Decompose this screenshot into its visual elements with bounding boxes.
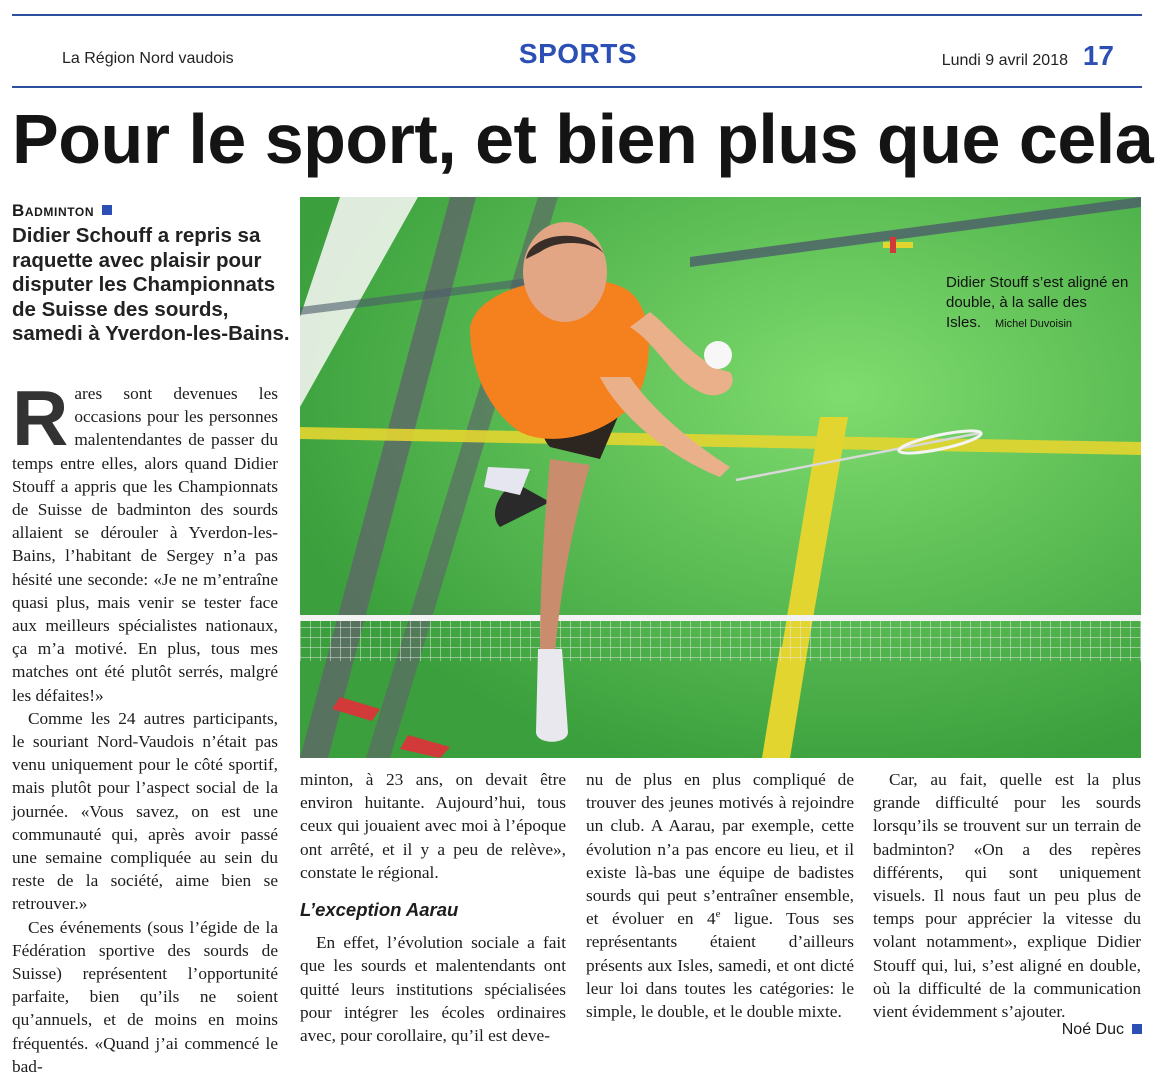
ordinal-superscript: e	[715, 908, 721, 921]
paragraph-4-continued	[586, 768, 854, 1023]
section-title: SPORTS	[518, 38, 638, 69]
header-rule	[12, 86, 1142, 88]
column-2	[300, 768, 566, 1047]
drop-cap: R	[12, 374, 69, 462]
headline: Pour le sport, et bien plus que cela	[12, 100, 1154, 178]
paragraph-3: Ces événements (sous l’égide de la Fédération sportive des sourds de Suisse) représentent l’opportunité parfaite, bien qu’ils ne soient qu’annuels, et de moins en moins fréquentés. «Quand j’ai commencé le bad-	[12, 917, 278, 1076]
subheading: L’exception Aarau	[300, 899, 459, 921]
caption-text: Didier Stouff s’est aligné en double, à la salle des Isles.	[946, 274, 1129, 331]
photo-caption	[946, 273, 1136, 334]
paragraph-4-text-b: ligue. Tous ses représentants étaient d’ailleurs présents aux Isles, samedi, et ont dicté leur loi dans toutes les catégories: le simple, le double, et le double mixte.	[586, 909, 854, 1022]
end-square-icon	[1132, 1024, 1142, 1034]
photo-credit: Michel Duvoisin	[995, 318, 1073, 330]
paragraph-1	[12, 374, 278, 707]
author-name: Noé Duc	[1061, 1021, 1124, 1038]
page-number: 17	[1082, 40, 1114, 71]
column-4	[873, 768, 1141, 1023]
author-signature	[1062, 1021, 1142, 1039]
paragraph-3-continued: minton, à 23 ans, on devait être environ huitante. Aujourd’hui, tous ceux qui jouaient avec moi à l’époque ont arrêté, et il y a peu de relève», constate le régional.	[300, 770, 566, 882]
top-rule	[12, 14, 1142, 16]
newspaper-name: La Région Nord vaudois	[62, 50, 234, 67]
paragraph-2: Comme les 24 autres participants, le souriant Nord-Vaudois n’était pas venu uniquement pour le côté sportif, mais plutôt pour l’aspect social de la journée. «Vous savez, on est une communauté qui, après avoir passé une semaine compliquée au sein du reste de la société, aime bien se retrouver.»	[12, 708, 278, 914]
column-3	[586, 768, 854, 1023]
paragraph-1-text: ares sont devenues les occasions pour les personnes malentendantes de passer du temps entre elles, alors quand Didier Stouff a appris que les Championnats de Suisse de badminton des sourds allaient se dérouler à Yverdon-les-Bains, l’habitant de Sergey n’a pas hésité une seconde: «Je ne m’entraîne quasi plus, mais venir se tester face aux meilleurs spécialistes nationaux, ça m’a motivé. En plus, tous mes matches ont été plutôt serrés, malgré les défaites!»	[12, 384, 278, 705]
rubric	[12, 201, 112, 221]
rubric-label: Badminton	[12, 201, 95, 220]
column-1	[12, 374, 278, 1078]
issue-date: Lundi 9 avril 2018	[941, 52, 1068, 69]
paragraph-5: Car, au fait, quelle est la plus grande difficulté pour les sourds lorsqu’ils se trouvent sur un terrain de badminton? «On a des repères différents, qui sont uniquement visuels. Il nous faut un peu plus de temps pour apprécier la vitesse du volant notamment», explique Didier Stouff qui, lui, s’est aligné en double, où la difficulté de la communication vient évidemment s’ajouter.	[873, 770, 1141, 1022]
lead-paragraph: Didier Schouff a repris sa raquette avec plaisir pour disputer les Championnats de Suisse des sourds, samedi à Yverdon-les-Bains.	[12, 224, 290, 345]
rubric-square-icon	[102, 205, 112, 215]
paragraph-4-text-a: nu de plus en plus compliqué de trouver des jeunes motivés à rejoindre un club. A Aarau, par exemple, cette évolution n’a pas encore eu lieu, et il existe là-bas une équipe de badistes sourds qui peut s’entraîner ensemble, et évoluer en 4	[586, 770, 854, 929]
paragraph-4: En effet, l’évolution sociale a fait que les sourds et malentendants ont quitté leurs institutions spécialisées pour intégrer les écoles ordinaires avec, pour corollaire, qu’il est deve-	[300, 933, 566, 1046]
